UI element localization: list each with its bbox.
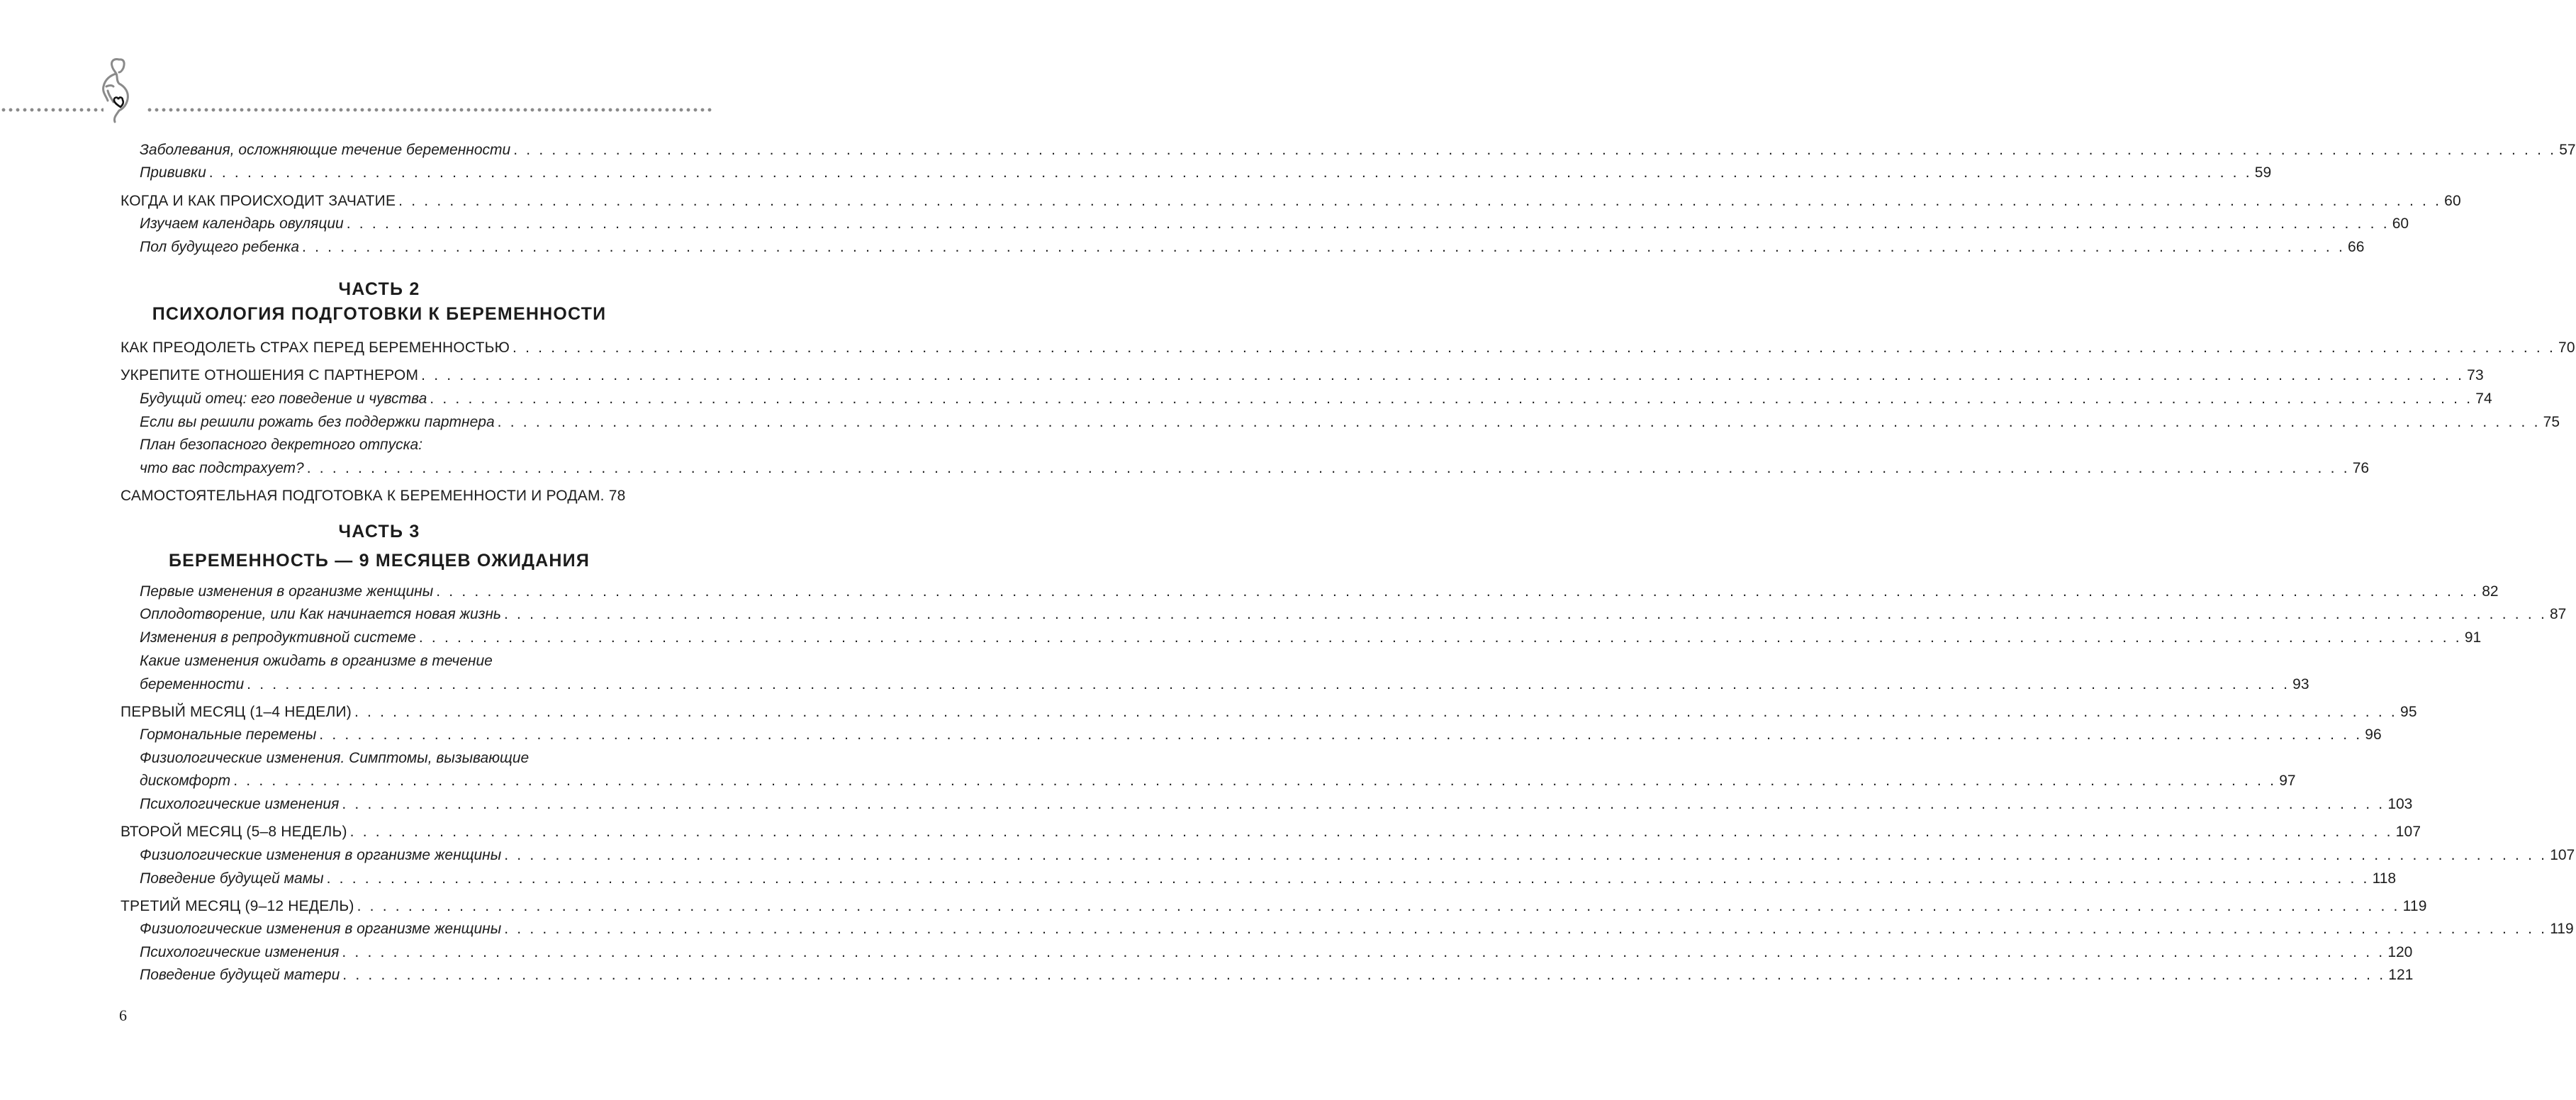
toc-entry-page: 87 <box>2549 606 2567 622</box>
leader-dots: . . . . . . . . . . . . . . . . . . . . . . . . . . . . . . . . . . . . . . . . . . . . . . . . . . . . . . . . . . . . . . . . . . . . . . . . . . . . . . . . . . . . . . . . . . . . . . . . . . . . . . . . . . . . . . . . . . . . . . . . . . . . . . . . . . . . . . . . . . . . . . . . . . . . . . . . . . . . . . . . <box>430 391 2473 407</box>
leader-dots: . . . . . . . . . . . . . . . . . . . . . . . . . . . . . . . . . . . . . . . . . . . . . . . . . . . . . . . . . . . . . . . . . . . . . . . . . . . . . . . . . . . . . . . . . . . . . . . . . . . . . . . . . . . . . . . . . . . . . . . . . . . . . . . . . . . . . . . . . . . . . . . . . . . . . . . . . . . . . . . . <box>302 239 2346 255</box>
leader-dots: . . . . . . . . . . . . . . . . . . . . . . . . . . . . . . . . . . . . . . . . . . . . . . . . . . . . . . . . . . . . . . . . . . . . . . . . . . . . . . . . . . . . . . . . . . . . . . . . . . . . . . . . . . . . . . . . . . . . . . . . . . . . . . . . . . . . . . . . . . . . . . . . . . . . . . . . . . . . . . . . <box>208 164 2252 181</box>
leader-dots: . . . . . . . . . . . . . . . . . . . . . . . . . . . . . . . . . . . . . . . . . . . . . . . . . . . . . . . . . . . . . . . . . . . . . . . . . . . . . . . . . . . . . . . . . . . . . . . . . . . . . . . . . . . . . . . . . . . . . . . . . . . . . . . . . . . . . . . . . . . . . . . . . . . . . . . . . . . . . . . . <box>319 726 2363 743</box>
toc-entry-page: 91 <box>2464 629 2482 646</box>
toc-entry-page: 60 <box>2392 215 2409 232</box>
toc-entry-page: 95 <box>2399 704 2417 720</box>
toc-entry[interactable] <box>140 411 2560 434</box>
toc-entry-title: КОГДА И КАК ПРОИСХОДИТ ЗАЧАТИЕ <box>121 193 396 209</box>
part-title: БЕРЕМЕННОСТЬ — 9 МЕСЯЦЕВ ОЖИДАНИЯ <box>168 551 590 571</box>
toc-entry-title: Поведение будущей мамы <box>140 870 324 887</box>
toc-entry[interactable] <box>140 673 2309 696</box>
toc-entry[interactable] <box>140 236 2365 259</box>
toc-entry-first-line[interactable] <box>140 434 640 456</box>
toc-entry-title: Психологические изменения <box>140 944 340 960</box>
leader-dots: . . . . . . . . . . . . . . . . . . . . . . . . . . . . . . . . . . . . . . . . . . . . . . . . . . . . . . . . . . . . . . . . . . . . . . . . . . . . . . . . . . . . . . . . . . . . . . . . . . . . . . . . . . . . . . . . . . . . . . . . . . . . . . . . . . . . . . . . . . . . . . . . . . . . . . . . . . . . . . . . <box>497 414 2541 430</box>
toc-entry-page: 119 <box>2550 921 2574 937</box>
toc-entry-title: дискомфорт <box>140 773 231 789</box>
toc-entry-title: Какие изменения ожидать в организме в течение <box>140 653 493 669</box>
toc-entry[interactable] <box>140 388 2492 410</box>
toc-entry-page: 60 <box>2444 193 2461 209</box>
toc-entry[interactable] <box>121 485 640 507</box>
toc-entry-title: САМОСТОЯТЕЛЬНАЯ ПОДГОТОВКА К БЕРЕМЕННОСТИ И РОДАМ. <box>121 488 605 504</box>
toc-entry[interactable] <box>140 868 2397 890</box>
toc-entry-page: 118 <box>2372 870 2397 887</box>
toc-entry-first-line[interactable] <box>140 650 640 673</box>
toc-entry-page: 120 <box>2387 944 2413 960</box>
toc-entry-title: Будущий отец: его поведение и чувства <box>140 391 427 407</box>
toc-entry[interactable] <box>140 162 2272 184</box>
leader-dots: . . . . . . . . . . . . . . . . . . . . . . . . . . . . . . . . . . . . . . . . . . . . . . . . . . . . . . . . . . . . . . . . . . . . . . . . . . . . . . . . . . . . . . . . . . . . . . . . . . . . . . . . . . . . . . . . . . . . . . . . . . . . . . . . . . . . . . . . . . . . . . . . . . . . . . . . . . . . . . . . <box>342 967 2386 983</box>
toc-entry-page: 59 <box>2254 164 2272 181</box>
toc-entry-page: 73 <box>2467 367 2484 383</box>
toc-entry-page: 70 <box>2558 339 2575 356</box>
leader-dots: . . . . . . . . . . . . . . . . . . . . . . . . . . . . . . . . . . . . . . . . . . . . . . . . . . . . . . . . . . . . . . . . . . . . . . . . . . . . . . . . . . . . . . . . . . . . . . . . . . . . . . . . . . . . . . . . . . . . . . . . . . . . . . . . . . . . . . . . . . . . . . . . . . . . . . . . . . . . . . . . <box>421 367 2465 383</box>
toc-entry-page: 78 <box>608 488 626 504</box>
page-number: 6 <box>119 1006 127 1024</box>
toc-entry-title: Гормональные перемены <box>140 726 317 743</box>
toc-entry-title: что вас подстрахует? <box>140 460 304 476</box>
toc-entry[interactable] <box>140 770 2296 792</box>
leader-dots: . . . . . . . . . . . . . . . . . . . . . . . . . . . . . . . . . . . . . . . . . . . . . . . . . . . . . . . . . . . . . . . . . . . . . . . . . . . . . . . . . . . . . . . . . . . . . . . . . . . . . . . . . . . . . . . . . . . . . . . . . . . . . . . . . . . . . . . . . . . . . . . . . . . . . . . . . . . . . . . . <box>354 704 2397 720</box>
toc-entry-title: Психологические изменения <box>140 796 340 812</box>
leader-dots: . . . . . . . . . . . . . . . . . . . . . . . . . . . . . . . . . . . . . . . . . . . . . . . . . . . . . . . . . . . . . . . . . . . . . . . . . . . . . . . . . . . . . . . . . . . . . . . . . . . . . . . . . . . . . . . . . . . . . . . . . . . . . . . . . . . . . . . . . . . . . . . . . . . . . . . . . . . . . . . . <box>342 796 2385 812</box>
leader-dots: . . . . . . . . . . . . . . . . . . . . . . . . . . . . . . . . . . . . . . . . . . . . . . . . . . . . . . . . . . . . . . . . . . . . . . . . . . . . . . . . . . . . . . . . . . . . . . . . . . . . . . . . . . . . . . . . . . . . . . . . . . . . . . . . . . . . . . . . . . . . . . . . . . . . . . . . . . . . . . . . <box>436 583 2480 600</box>
toc-entry-title: УКРЕПИТЕ ОТНОШЕНИЯ С ПАРТНЕРОМ <box>121 367 419 383</box>
toc-entry-page: 119 <box>2402 898 2427 914</box>
leader-dots: . . . . . . . . . . . . . . . . . . . . . . . . . . . . . . . . . . . . . . . . . . . . . . . . . . . . . . . . . . . . . . . . . . . . . . . . . . . . . . . . . . . . . . . . . . . . . . . . . . . . . . . . . . . . . . . . . . . . . . . . . . . . . . . . . . . . . . . . . . . . . . . . . . . . . . . . . . . . . . . . <box>306 460 2350 476</box>
toc-entry-title: Физиологические изменения в организме женщины <box>140 921 502 937</box>
toc-entry-first-line[interactable] <box>140 747 640 770</box>
toc-entry[interactable] <box>121 821 2421 843</box>
toc-entry-title: План безопасного декретного отпуска: <box>140 437 423 453</box>
toc-entry-title: Заболевания, осложняющие течение беременности <box>140 142 511 158</box>
toc-entry-page: 121 <box>2388 967 2414 983</box>
toc-entry-title: КАК ПРЕОДОЛЕТЬ СТРАХ ПЕРЕД БЕРЕМЕННОСТЬЮ <box>121 339 510 356</box>
leader-dots: . . . . . . . . . . . . . . . . . . . . . . . . . . . . . . . . . . . . . . . . . . . . . . . . . . . . . . . . . . . . . . . . . . . . . . . . . . . . . . . . . . . . . . . . . . . . . . . . . . . . . . . . . . . . . . . . . . . . . . . . . . . . . . . . . . . . . . . . . . . . . . . . . . . . . . . . . . . . . . . . <box>513 339 2556 356</box>
toc-entry-title: Поведение будущей матери <box>140 967 340 983</box>
toc-entry-title: Первые изменения в организме женщины <box>140 583 434 600</box>
toc-entry-page: 57 <box>2559 142 2576 158</box>
toc-entry[interactable] <box>140 964 2414 987</box>
toc-entry-page: 76 <box>2352 460 2370 476</box>
toc-entry[interactable] <box>140 941 2413 964</box>
part-label: ЧАСТЬ 3 <box>338 522 420 541</box>
leader-dots: . . . . . . . . . . . . . . . . . . . . . . . . . . . . . . . . . . . . . . . . . . . . . . . . . . . . . . . . . . . . . . . . . . . . . . . . . . . . . . . . . . . . . . . . . . . . . . . . . . . . . . . . . . . . . . . . . . . . . . . . . . . . . . . . . . . . . . . . . . . . . . . . . . . . . . . . . . . . . . . . <box>503 606 2547 622</box>
toc-entry[interactable] <box>140 724 2382 746</box>
toc-entry-page: 96 <box>2365 726 2382 743</box>
toc-entry[interactable] <box>121 701 2417 724</box>
toc-entry-title: ПЕРВЫЙ МЕСЯЦ (1–4 НЕДЕЛИ) <box>121 704 352 720</box>
toc-entry-title: Изучаем календарь овуляции <box>140 215 344 232</box>
part-title: ПСИХОЛОГИЯ ПОДГОТОВКИ К БЕРЕМЕННОСТИ <box>152 304 607 324</box>
leader-dots: . . . . . . . . . . . . . . . . . . . . . . . . . . . . . . . . . . . . . . . . . . . . . . . . . . . . . . . . . . . . . . . . . . . . . . . . . . . . . . . . . . . . . . . . . . . . . . . . . . . . . . . . . . . . . . . . . . . . . . . . . . . . . . . . . . . . . . . . . . . . . . . . . . . . . . . . . . . . . . . . <box>233 773 2277 789</box>
toc-entry-title: Оплодотворение, или Как начинается новая жизнь <box>140 606 501 622</box>
leader-dots: . . . . . . . . . . . . . . . . . . . . . . . . . . . . . . . . . . . . . . . . . . . . . . . . . . . . . . . . . . . . . . . . . . . . . . . . . . . . . . . . . . . . . . . . . . . . . . . . . . . . . . . . . . . . . . . . . . . . . . . . . . . . . . . . . . . . . . . . . . . . . . . . . . . . . . . . . . . . . . . . <box>357 898 2400 914</box>
toc-entry[interactable] <box>140 139 2576 162</box>
toc-entry-title: ТРЕТИЙ МЕСЯЦ (9–12 НЕДЕЛЬ) <box>121 898 354 914</box>
toc-entry-page: 97 <box>2279 773 2296 789</box>
toc-entry-page: 75 <box>2543 414 2560 430</box>
toc-entry-page: 103 <box>2387 796 2413 812</box>
toc-entry[interactable] <box>140 918 2574 941</box>
toc-entry[interactable] <box>140 213 2409 235</box>
toc-entry[interactable] <box>140 603 2567 626</box>
leader-dots: . . . . . . . . . . . . . . . . . . . . . . . . . . . . . . . . . . . . . . . . . . . . . . . . . . . . . . . . . . . . . . . . . . . . . . . . . . . . . . . . . . . . . . . . . . . . . . . . . . . . . . . . . . . . . . . . . . . . . . . . . . . . . . . . . . . . . . . . . . . . . . . . . . . . . . . . . . . . . . . . <box>346 215 2390 232</box>
leader-dots: . . . . . . . . . . . . . . . . . . . . . . . . . . . . . . . . . . . . . . . . . . . . . . . . . . . . . . . . . . . . . . . . . . . . . . . . . . . . . . . . . . . . . . . . . . . . . . . . . . . . . . . . . . . . . . . . . . . . . . . . . . . . . . . . . . . . . . . . . . . . . . . . . . . . . . . . . . . . . . . . <box>398 193 2442 209</box>
toc-entry-page: 107 <box>2550 847 2575 863</box>
toc-entry[interactable] <box>121 364 2484 387</box>
toc-entry-title: Физиологические изменения. Симптомы, вызывающие <box>140 750 530 766</box>
toc-entry-page: 107 <box>2395 824 2421 840</box>
toc-entry[interactable] <box>140 457 2370 480</box>
leader-dots: . . . . . . . . . . . . . . . . . . . . . . . . . . . . . . . . . . . . . . . . . . . . . . . . . . . . . . . . . . . . . . . . . . . . . . . . . . . . . . . . . . . . . . . . . . . . . . . . . . . . . . . . . . . . . . . . . . . . . . . . . . . . . . . . . . . . . . . . . . . . . . . . . . . . . . . . . . . . . . . . <box>504 921 2548 937</box>
toc-entry-title: Изменения в репродуктивной системе <box>140 629 416 646</box>
toc-entry-page: 66 <box>2348 239 2365 255</box>
toc-entry-page: 82 <box>2482 583 2499 600</box>
header-dotted-rule-right <box>146 108 713 112</box>
toc-entry[interactable] <box>121 190 2461 213</box>
part-label: ЧАСТЬ 2 <box>338 279 420 299</box>
leader-dots: . . . . . . . . . . . . . . . . . . . . . . . . . . . . . . . . . . . . . . . . . . . . . . . . . . . . . . . . . . . . . . . . . . . . . . . . . . . . . . . . . . . . . . . . . . . . . . . . . . . . . . . . . . . . . . . . . . . . . . . . . . . . . . . . . . . . . . . . . . . . . . . . . . . . . . . . . . . . . . . . <box>326 870 2370 887</box>
toc-entry[interactable] <box>140 793 2413 816</box>
header-dotted-rule-left <box>0 108 103 112</box>
leader-dots: . . . . . . . . . . . . . . . . . . . . . . . . . . . . . . . . . . . . . . . . . . . . . . . . . . . . . . . . . . . . . . . . . . . . . . . . . . . . . . . . . . . . . . . . . . . . . . . . . . . . . . . . . . . . . . . . . . . . . . . . . . . . . . . . . . . . . . . . . . . . . . . . . . . . . . . . . . . . . . . . <box>349 824 2393 840</box>
toc-entry[interactable] <box>140 844 2575 867</box>
toc-entry-page: 93 <box>2292 676 2309 692</box>
leader-dots: . . . . . . . . . . . . . . . . . . . . . . . . . . . . . . . . . . . . . . . . . . . . . . . . . . . . . . . . . . . . . . . . . . . . . . . . . . . . . . . . . . . . . . . . . . . . . . . . . . . . . . . . . . . . . . . . . . . . . . . . . . . . . . . . . . . . . . . . . . . . . . . . . . . . . . . . . . . . . . . . <box>504 847 2548 863</box>
toc-entry[interactable] <box>121 337 2575 359</box>
pregnant-woman-heart-icon <box>91 55 147 125</box>
toc-entry-page: 74 <box>2475 391 2492 407</box>
toc-entry[interactable] <box>121 895 2427 918</box>
toc-entry-title: Физиологические изменения в организме женщины <box>140 847 502 863</box>
toc-entry-title: ВТОРОЙ МЕСЯЦ (5–8 НЕДЕЛЬ) <box>121 824 347 840</box>
toc-entry[interactable] <box>140 580 2499 603</box>
leader-dots: . . . . . . . . . . . . . . . . . . . . . . . . . . . . . . . . . . . . . . . . . . . . . . . . . . . . . . . . . . . . . . . . . . . . . . . . . . . . . . . . . . . . . . . . . . . . . . . . . . . . . . . . . . . . . . . . . . . . . . . . . . . . . . . . . . . . . . . . . . . . . . . . . . . . . . . . . . . . . . . . <box>513 142 2557 158</box>
leader-dots: . . . . . . . . . . . . . . . . . . . . . . . . . . . . . . . . . . . . . . . . . . . . . . . . . . . . . . . . . . . . . . . . . . . . . . . . . . . . . . . . . . . . . . . . . . . . . . . . . . . . . . . . . . . . . . . . . . . . . . . . . . . . . . . . . . . . . . . . . . . . . . . . . . . . . . . . . . . . . . . . <box>247 676 2290 692</box>
leader-dots: . . . . . . . . . . . . . . . . . . . . . . . . . . . . . . . . . . . . . . . . . . . . . . . . . . . . . . . . . . . . . . . . . . . . . . . . . . . . . . . . . . . . . . . . . . . . . . . . . . . . . . . . . . . . . . . . . . . . . . . . . . . . . . . . . . . . . . . . . . . . . . . . . . . . . . . . . . . . . . . . <box>342 944 2385 960</box>
toc-entry-title: беременности <box>140 676 245 692</box>
toc-entry-title: Если вы решили рожать без поддержки партнера <box>140 414 495 430</box>
toc-entry-title: Пол будущего ребенка <box>140 239 300 255</box>
toc-entry[interactable] <box>140 627 2482 649</box>
toc-entry-title: Прививки <box>140 164 206 181</box>
leader-dots: . . . . . . . . . . . . . . . . . . . . . . . . . . . . . . . . . . . . . . . . . . . . . . . . . . . . . . . . . . . . . . . . . . . . . . . . . . . . . . . . . . . . . . . . . . . . . . . . . . . . . . . . . . . . . . . . . . . . . . . . . . . . . . . . . . . . . . . . . . . . . . . . . . . . . . . . . . . . . . . . <box>418 629 2462 646</box>
